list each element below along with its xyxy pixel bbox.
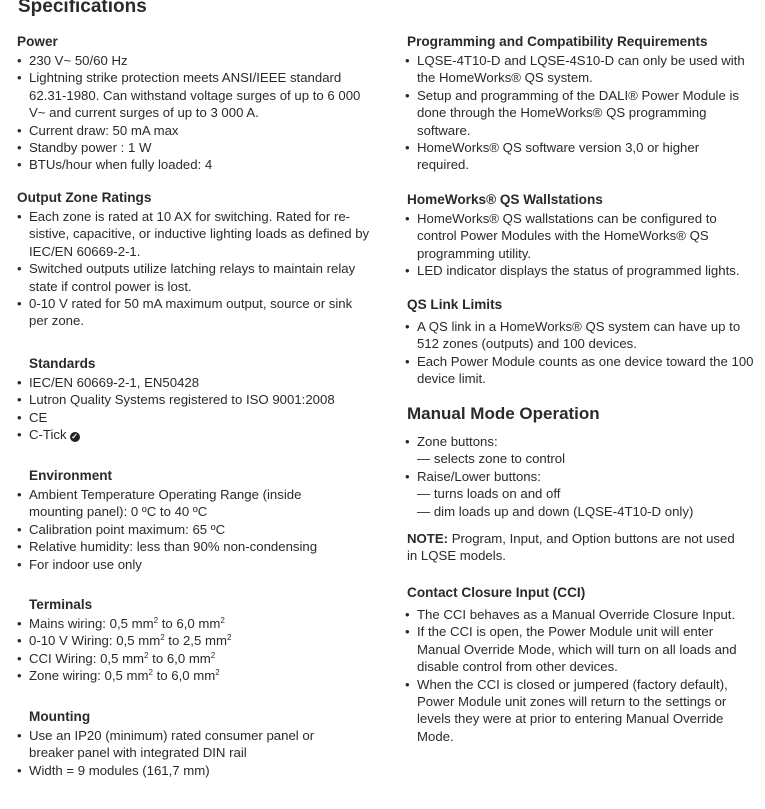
power-section (17, 33, 377, 174)
list-item: • HomeWorks® QS software version 3,0 or higher required. (405, 139, 737, 174)
list-item: • If the CCI is open, the Power Module unit will enter Manual Override Mode, which will turn on all loads and disable control from other devices. (405, 623, 752, 675)
qs-link-section (405, 296, 757, 388)
environment-list (17, 486, 377, 573)
list-item: • Lightning strike protection meets ANSI/IEEE standard 62.31-1980. Can withstand voltage surges of up to 6 000 V~ and current surges of up to 3 000 A. (17, 69, 379, 121)
environment-section (17, 467, 377, 573)
terminals-list (17, 615, 377, 685)
list-item: • Zone buttons: (405, 433, 757, 450)
list-item: • BTUs/hour when fully loaded: 4 (17, 156, 377, 173)
list-item (17, 426, 377, 443)
list-item: • 0-10 V rated for 50 mA maximum output, source or sink per zone. (17, 295, 369, 330)
programming-list (405, 52, 757, 174)
manual-mode-list (405, 433, 757, 520)
ctick-label: C-Tick (29, 427, 67, 443)
standards-heading: Standards (29, 356, 96, 371)
list-item: • Mains wiring: 0,5 $mm^2$ to 6,0 $mm^2$ (17, 615, 377, 632)
list-item: • IEC/EN 60669-2-1, EN50428 (17, 374, 377, 391)
manual-mode-heading: Manual Mode Operation (407, 404, 600, 423)
wallstations-section (405, 191, 757, 280)
manual-mode-note: NOTE: Program, Input, and Option buttons are not used in LQSE models. (407, 531, 735, 564)
list-item: • Current draw: 50 mA max (17, 122, 377, 139)
list-item: — dim loads up and down (LQSE-4T10-D only) (417, 503, 694, 519)
list-item: • LED indicator displays the status of programmed lights. (405, 262, 757, 279)
list-item: • For indoor use only (17, 556, 377, 573)
list-item: • 0-10 V Wiring: 0,5 $mm^2$ to 2,5 $mm^2$ (17, 632, 377, 649)
programming-section (405, 33, 757, 174)
power-heading: Power (17, 34, 58, 49)
list-item: • Raise/Lower buttons: (405, 468, 757, 485)
terminals-section (17, 596, 377, 685)
environment-heading: Environment (29, 468, 113, 483)
ctick-check-icon: ✓ (71, 432, 78, 442)
list-item: • Setup and programming of the DALI® Power Module is done through the HomeWorks® QS programming software. (405, 87, 757, 139)
cci-heading: Contact Closure Input (CCI) (407, 585, 586, 600)
page-title: Specifications (18, 0, 147, 17)
list-item: • When the CCI is closed or jumpered (factory default), Power Module unit zones will return to the settings or levels they were at prior to entering Manual Override Mode. (405, 676, 757, 746)
list-item: • Lutron Quality Systems registered to ISO 9001:2008 (17, 391, 377, 408)
output-zone-section (17, 189, 377, 330)
list-item: • Use an IP20 (minimum) rated consumer panel or breaker panel with integrated DIN rail (17, 727, 349, 762)
mounting-heading: Mounting (29, 709, 91, 724)
list-item: • Each zone is rated at 10 AX for switching. Rated for re-sistive, capacitive, or inductive lighting loads as defined by IEC/EN 60669-2-1. (17, 208, 381, 260)
power-list (17, 52, 377, 174)
qs-link-list (405, 318, 757, 388)
list-item: — turns loads on and off (417, 486, 561, 502)
manual-mode-section (405, 403, 757, 565)
list-item: • Each Power Module counts as one device toward the 100 device limit. (405, 353, 757, 388)
list-item: • CCI Wiring: 0,5 $mm^2$ to 6,0 $mm^2$ (17, 650, 377, 667)
list-item: • Relative humidity: less than 90% non-condensing (17, 538, 377, 555)
list-item: • Ambient Temperature Operating Range (inside mounting panel): 0 ºC to 40 ºC (17, 486, 349, 521)
mounting-list (17, 727, 377, 779)
list-item: • The CCI behaves as a Manual Override Closure Input. (405, 606, 757, 623)
list-item: • CE (17, 409, 377, 426)
output-zone-heading: Output Zone Ratings (17, 190, 152, 205)
list-item: • Width = 9 modules (161,7 mm) (17, 762, 377, 779)
qs-link-heading: QS Link Limits (407, 297, 503, 312)
list-item: • 230 V~ 50/60 Hz (17, 52, 377, 69)
list-item: • Zone wiring: 0,5 $mm^2$ to 6,0 $mm^2$ (17, 667, 377, 684)
cci-section (405, 584, 757, 745)
wallstations-list (405, 210, 757, 280)
mounting-section (17, 708, 377, 779)
cci-list (405, 606, 757, 745)
output-zone-list (17, 208, 377, 330)
list-item: • Standby power : 1 W (17, 139, 377, 156)
list-item: — selects zone to control (417, 451, 566, 467)
list-item: • Switched outputs utilize latching relays to maintain relay state if control power is lost. (17, 260, 369, 295)
list-item: • Calibration point maximum: 65 ºC (17, 521, 377, 538)
list-item: • A QS link in a HomeWorks® QS system can have up to 512 zones (outputs) and 100 devices. (405, 318, 757, 353)
standards-section (17, 355, 377, 444)
list-item: • LQSE-4T10-D and LQSE-4S10-D can only be used with the HomeWorks® QS system. (405, 52, 757, 87)
terminals-heading: Terminals (29, 597, 93, 612)
wallstations-heading: HomeWorks® QS Wallstations (407, 192, 603, 207)
list-item: • HomeWorks® QS wallstations can be configured to control Power Modules with the HomeWorks® QS programming utility. (405, 210, 747, 262)
programming-heading: Programming and Compatibility Requirements (407, 34, 708, 49)
standards-list (17, 374, 377, 444)
